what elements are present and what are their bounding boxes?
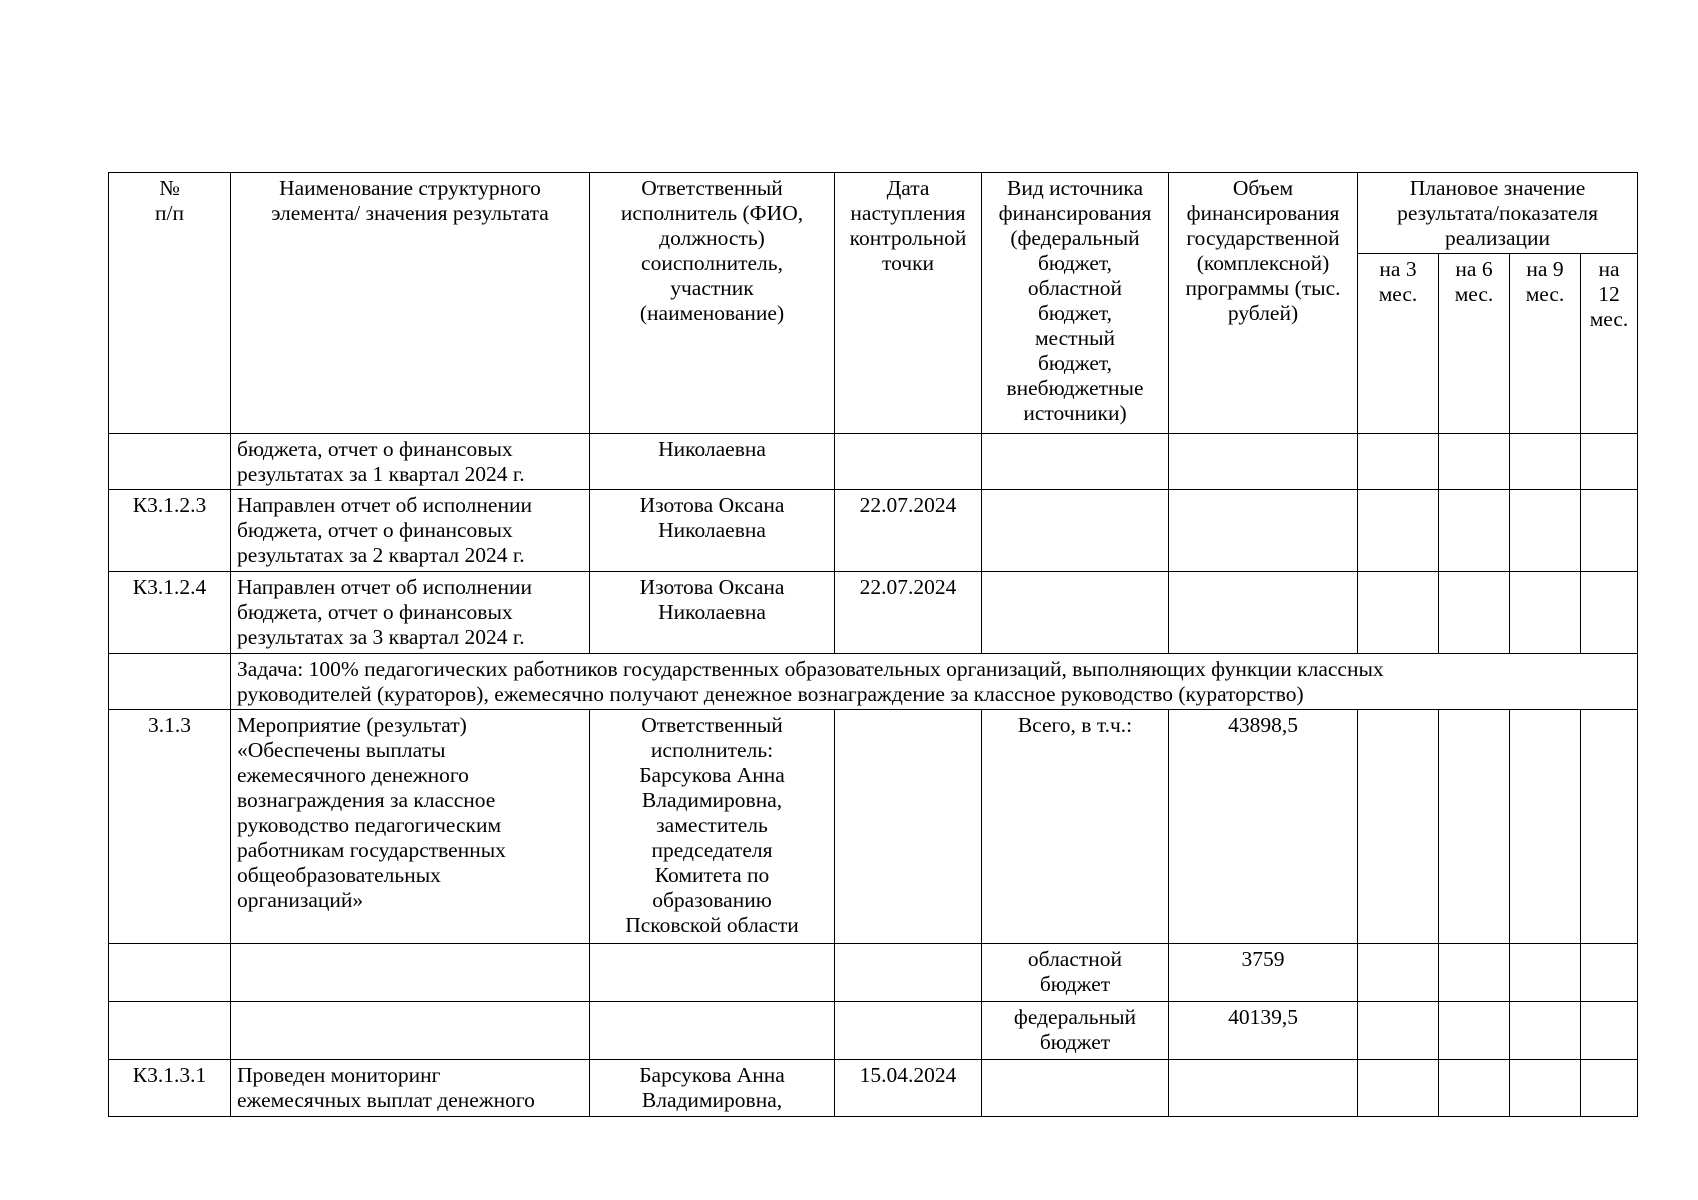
header-12-months: на 12 мес. bbox=[1581, 254, 1638, 434]
row-name: Мероприятие (результат) «Обеспечены выплаты ежемесячного денежного вознаграждения за классное руководство педагогическим работникам государственных общеобразовательных организаций» bbox=[231, 710, 590, 944]
header-num: № п/п bbox=[109, 173, 231, 434]
header-planned: Плановое значение результата/показателя реализации bbox=[1358, 173, 1638, 254]
row-9-months bbox=[1510, 1060, 1581, 1117]
row-num bbox=[109, 1002, 231, 1060]
row-12-months bbox=[1581, 490, 1638, 572]
row-num bbox=[109, 944, 231, 1002]
row-6-months bbox=[1439, 490, 1510, 572]
header-3-months: на 3 мес. bbox=[1358, 254, 1439, 434]
row-volume: 3759 bbox=[1169, 944, 1358, 1002]
row-source bbox=[982, 490, 1169, 572]
row-source: областной бюджет bbox=[982, 944, 1169, 1002]
row-date bbox=[835, 1002, 982, 1060]
task-num bbox=[109, 654, 231, 710]
row-num: К3.1.2.4 bbox=[109, 572, 231, 654]
task-row bbox=[109, 654, 1638, 710]
row-3-months bbox=[1358, 434, 1439, 490]
row-date bbox=[835, 434, 982, 490]
table-row bbox=[109, 710, 1638, 944]
table-row bbox=[109, 434, 1638, 490]
row-name: Направлен отчет об исполнении бюджета, отчет о финансовых результатах за 3 квартал 2024 г. bbox=[231, 572, 590, 654]
row-num: К3.1.3.1 bbox=[109, 1060, 231, 1117]
row-3-months bbox=[1358, 490, 1439, 572]
row-num: 3.1.3 bbox=[109, 710, 231, 944]
row-responsible: Николаевна bbox=[590, 434, 835, 490]
row-name bbox=[231, 1002, 590, 1060]
row-6-months bbox=[1439, 944, 1510, 1002]
row-3-months bbox=[1358, 1002, 1439, 1060]
row-9-months bbox=[1510, 944, 1581, 1002]
row-responsible bbox=[590, 944, 835, 1002]
row-12-months bbox=[1581, 572, 1638, 654]
row-date bbox=[835, 944, 982, 1002]
row-name: Проведен мониторинг ежемесячных выплат денежного bbox=[231, 1060, 590, 1117]
row-9-months bbox=[1510, 490, 1581, 572]
task-text: Задача: 100% педагогических работников государственных образовательных организаций, выполняющих функции классных руководителей (кураторов), ежемесячно получают денежное вознаграждение за классное руководство (кураторство) bbox=[231, 654, 1638, 710]
header-6-months: на 6 мес. bbox=[1439, 254, 1510, 434]
row-date bbox=[835, 710, 982, 944]
row-3-months bbox=[1358, 572, 1439, 654]
row-12-months bbox=[1581, 1002, 1638, 1060]
table-row bbox=[109, 1002, 1638, 1060]
row-9-months bbox=[1510, 572, 1581, 654]
row-responsible: Барсукова Анна Владимировна, bbox=[590, 1060, 835, 1117]
row-volume: 40139,5 bbox=[1169, 1002, 1358, 1060]
row-12-months bbox=[1581, 944, 1638, 1002]
row-num bbox=[109, 434, 231, 490]
row-volume bbox=[1169, 1060, 1358, 1117]
header-volume: Объем финансирования государственной (комплексной) программы (тыс. рублей) bbox=[1169, 173, 1358, 434]
table-row bbox=[109, 572, 1638, 654]
row-9-months bbox=[1510, 1002, 1581, 1060]
row-9-months bbox=[1510, 434, 1581, 490]
row-volume bbox=[1169, 490, 1358, 572]
row-6-months bbox=[1439, 1002, 1510, 1060]
row-source bbox=[982, 434, 1169, 490]
row-date: 15.04.2024 bbox=[835, 1060, 982, 1117]
plan-table bbox=[108, 172, 1638, 1117]
row-date: 22.07.2024 bbox=[835, 490, 982, 572]
row-volume bbox=[1169, 572, 1358, 654]
row-3-months bbox=[1358, 710, 1439, 944]
row-3-months bbox=[1358, 944, 1439, 1002]
header-9-months: на 9 мес. bbox=[1510, 254, 1581, 434]
header-name: Наименование структурного элемента/ значения результата bbox=[231, 173, 590, 434]
row-6-months bbox=[1439, 1060, 1510, 1117]
row-3-months bbox=[1358, 1060, 1439, 1117]
row-name: бюджета, отчет о финансовых результатах за 1 квартал 2024 г. bbox=[231, 434, 590, 490]
row-responsible: Изотова Оксана Николаевна bbox=[590, 572, 835, 654]
row-source bbox=[982, 572, 1169, 654]
row-date: 22.07.2024 bbox=[835, 572, 982, 654]
row-6-months bbox=[1439, 710, 1510, 944]
row-source: Всего, в т.ч.: bbox=[982, 710, 1169, 944]
header-date: Дата наступления контрольной точки bbox=[835, 173, 982, 434]
table-row bbox=[109, 1060, 1638, 1117]
table-row bbox=[109, 944, 1638, 1002]
header-responsible: Ответственный исполнитель (ФИО, должность) соисполнитель, участник (наименование) bbox=[590, 173, 835, 434]
header-row bbox=[109, 173, 1638, 254]
row-responsible bbox=[590, 1002, 835, 1060]
row-name: Направлен отчет об исполнении бюджета, отчет о финансовых результатах за 2 квартал 2024 г. bbox=[231, 490, 590, 572]
header-source: Вид источника финансирования (федеральный бюджет, областной бюджет, местный бюджет, внебюджетные источники) bbox=[982, 173, 1169, 434]
row-9-months bbox=[1510, 710, 1581, 944]
row-volume: 43898,5 bbox=[1169, 710, 1358, 944]
row-12-months bbox=[1581, 1060, 1638, 1117]
row-12-months bbox=[1581, 710, 1638, 944]
table-row bbox=[109, 490, 1638, 572]
row-responsible: Ответственный исполнитель: Барсукова Анна Владимировна, заместитель председателя Комитета по образованию Псковской области bbox=[590, 710, 835, 944]
row-6-months bbox=[1439, 434, 1510, 490]
row-12-months bbox=[1581, 434, 1638, 490]
row-name bbox=[231, 944, 590, 1002]
row-source bbox=[982, 1060, 1169, 1117]
row-responsible: Изотова Оксана Николаевна bbox=[590, 490, 835, 572]
row-6-months bbox=[1439, 572, 1510, 654]
row-volume bbox=[1169, 434, 1358, 490]
row-source: федеральный бюджет bbox=[982, 1002, 1169, 1060]
row-num: К3.1.2.3 bbox=[109, 490, 231, 572]
